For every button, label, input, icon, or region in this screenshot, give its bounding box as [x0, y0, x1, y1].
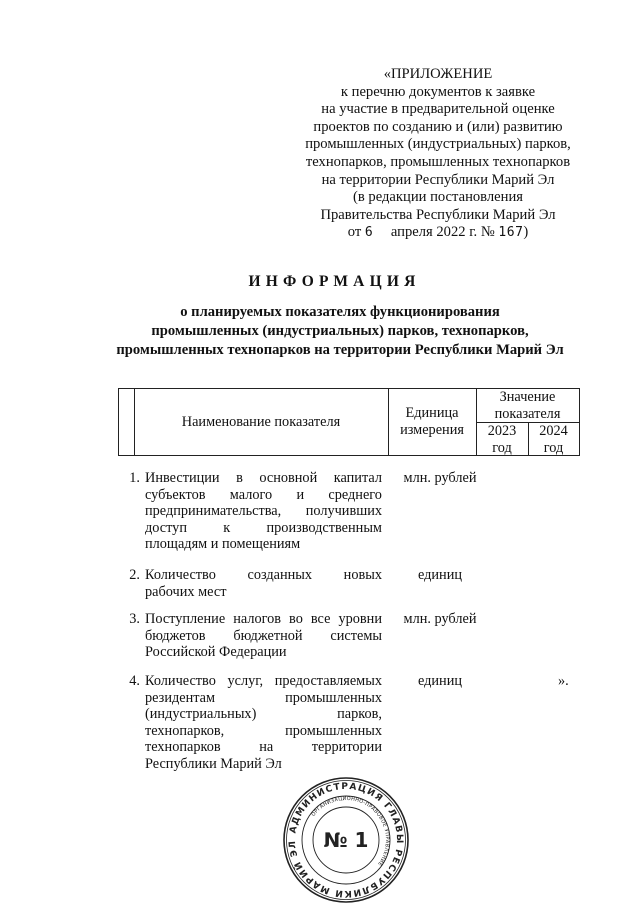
header-year-2024	[528, 423, 579, 457]
row-unit: млн. рублей	[403, 611, 477, 627]
row-name-line	[145, 470, 382, 487]
seal-inner-ring-text: ОРГАНИЗАЦИОННО-ПРАВОВОЕ УПРАВЛЕНИЕ	[310, 795, 391, 867]
header-unit-line-1: Единица	[405, 405, 459, 421]
word: парков,	[337, 706, 382, 723]
word: резидентам	[145, 689, 216, 706]
word: предпринимательства,	[145, 503, 282, 520]
row-name-line	[145, 673, 382, 690]
row-name-line	[145, 756, 382, 773]
row-name-line	[145, 628, 382, 645]
date-rest: апреля 2022 г. №	[390, 224, 495, 241]
word: капитал	[333, 470, 382, 486]
word: Инвестиции	[145, 470, 220, 486]
official-seal	[281, 775, 411, 905]
word: в	[236, 470, 243, 486]
word: промышленных	[285, 722, 382, 739]
header-unit-col	[388, 405, 476, 439]
row-name	[145, 470, 382, 553]
appendix-line-9: Правительства Республики Марий Эл	[320, 206, 556, 223]
header-border-left	[118, 388, 119, 456]
row-3-line-3: Российской Федерации	[145, 644, 287, 661]
date-prefix: от	[347, 224, 362, 241]
row-name	[145, 567, 382, 600]
row-unit: единиц	[417, 567, 463, 583]
word: промышленных	[285, 689, 382, 706]
appendix-line-6: технопарков, промышленных технопарков	[305, 153, 571, 170]
word: к	[223, 519, 231, 536]
header-unit-line-2: измерения	[400, 422, 464, 438]
appendix-line-5: промышленных (индустриальных) парков,	[305, 136, 571, 153]
year2-value: 2024	[539, 423, 568, 439]
header-border-right	[579, 388, 580, 456]
word: основной	[259, 470, 318, 486]
header-value-line-2: показателя	[494, 406, 561, 422]
document-title: ИНФОРМАЦИЯ	[248, 273, 421, 290]
row-number: 1.	[129, 470, 140, 486]
row-number: 2.	[129, 567, 140, 583]
word: новых	[343, 567, 382, 583]
word: доступ	[145, 519, 187, 536]
word: производственным	[266, 519, 382, 536]
word: на	[259, 739, 274, 756]
appendix-line-3: на участие в предварительной оценке	[321, 101, 555, 118]
appendix-date-line	[288, 224, 588, 242]
row-name-line	[145, 503, 382, 520]
appendix-line-7: на территории Республики Марий Эл	[321, 171, 555, 188]
row-name-line	[145, 739, 382, 756]
row-number: 4.	[129, 673, 140, 689]
row-name	[145, 673, 382, 773]
row-unit: единиц	[417, 673, 463, 689]
subtitle-line-2: промышленных (индустриальных) парков, технопарков,	[151, 323, 529, 339]
row-name-line	[145, 536, 382, 553]
subtitle-line-3: промышленных технопарков на территории Республики Марий Эл	[116, 342, 564, 358]
date-day: 6	[364, 225, 374, 241]
appendix-line-4: проектов по созданию и (или) развитию	[313, 118, 563, 135]
word: Количество	[145, 673, 216, 689]
word: и	[296, 486, 305, 503]
row-name-line	[145, 520, 382, 537]
appendix-heading	[288, 66, 588, 242]
year1-value: 2023	[487, 423, 517, 439]
word: созданных	[247, 567, 313, 583]
word: системы	[330, 627, 382, 644]
word: налогов	[233, 611, 282, 627]
row-name-line	[145, 611, 382, 628]
appendix-line-2: к перечню документов к заявке	[340, 83, 536, 100]
appendix-line-8: (в редакции постановления	[353, 189, 523, 206]
date-suffix: )	[523, 224, 529, 241]
word: технопарков,	[145, 722, 225, 739]
seal-ring-text: АДМИНИСТРАЦИЯ ГЛАВЫ РЕСПУБЛИКИ МАРИЙ ЭЛ	[287, 781, 405, 899]
row-unit: млн. рублей	[403, 470, 477, 486]
closing-quote: ».	[558, 673, 569, 689]
row-name-line	[145, 706, 382, 723]
row-name-line	[145, 487, 382, 504]
word: субъектов	[145, 486, 206, 503]
table-header	[118, 388, 580, 456]
word: уровни	[338, 611, 382, 627]
year1-label: год	[492, 440, 512, 456]
row-name-line	[145, 567, 382, 584]
word: во	[289, 611, 303, 627]
row-2-line-2: рабочих мест	[145, 583, 227, 600]
word: Поступление	[145, 611, 226, 627]
seal-center-number: № 1	[323, 828, 369, 852]
row-number: 3.	[129, 611, 140, 627]
row-name-line	[145, 723, 382, 740]
row-4-line-6: Республики Марий Эл	[145, 755, 282, 772]
header-value-col	[476, 389, 579, 423]
word: бюджетной	[233, 627, 303, 644]
header-name-col: Наименование показателя	[181, 414, 341, 430]
word: услуг,	[227, 673, 264, 689]
word: бюджетов	[145, 627, 206, 644]
year2-label: год	[543, 440, 564, 456]
word: (индустриальных)	[145, 706, 257, 723]
word: Количество	[145, 567, 216, 583]
appendix-line-1: «ПРИЛОЖЕНИЕ	[383, 66, 493, 82]
header-year-2023	[476, 423, 528, 457]
word: технопарков	[145, 739, 221, 756]
word: среднего	[328, 486, 382, 503]
subtitle-line-1: о планируемых показателях функционирования	[180, 304, 500, 320]
doc-number: 167	[498, 225, 524, 241]
word: территории	[311, 739, 382, 756]
word: малого	[229, 486, 273, 503]
word: предоставляемых	[274, 673, 382, 689]
row-name	[145, 611, 382, 661]
header-value-line-1: Значение	[499, 389, 556, 405]
word: все	[310, 611, 331, 627]
row-name-line	[145, 584, 382, 601]
row-1-line-5: площадям и помещениям	[145, 536, 301, 553]
document-subtitle	[100, 303, 580, 360]
word: получивших	[305, 503, 382, 520]
row-name-line	[145, 644, 382, 661]
row-name-line	[145, 690, 382, 707]
